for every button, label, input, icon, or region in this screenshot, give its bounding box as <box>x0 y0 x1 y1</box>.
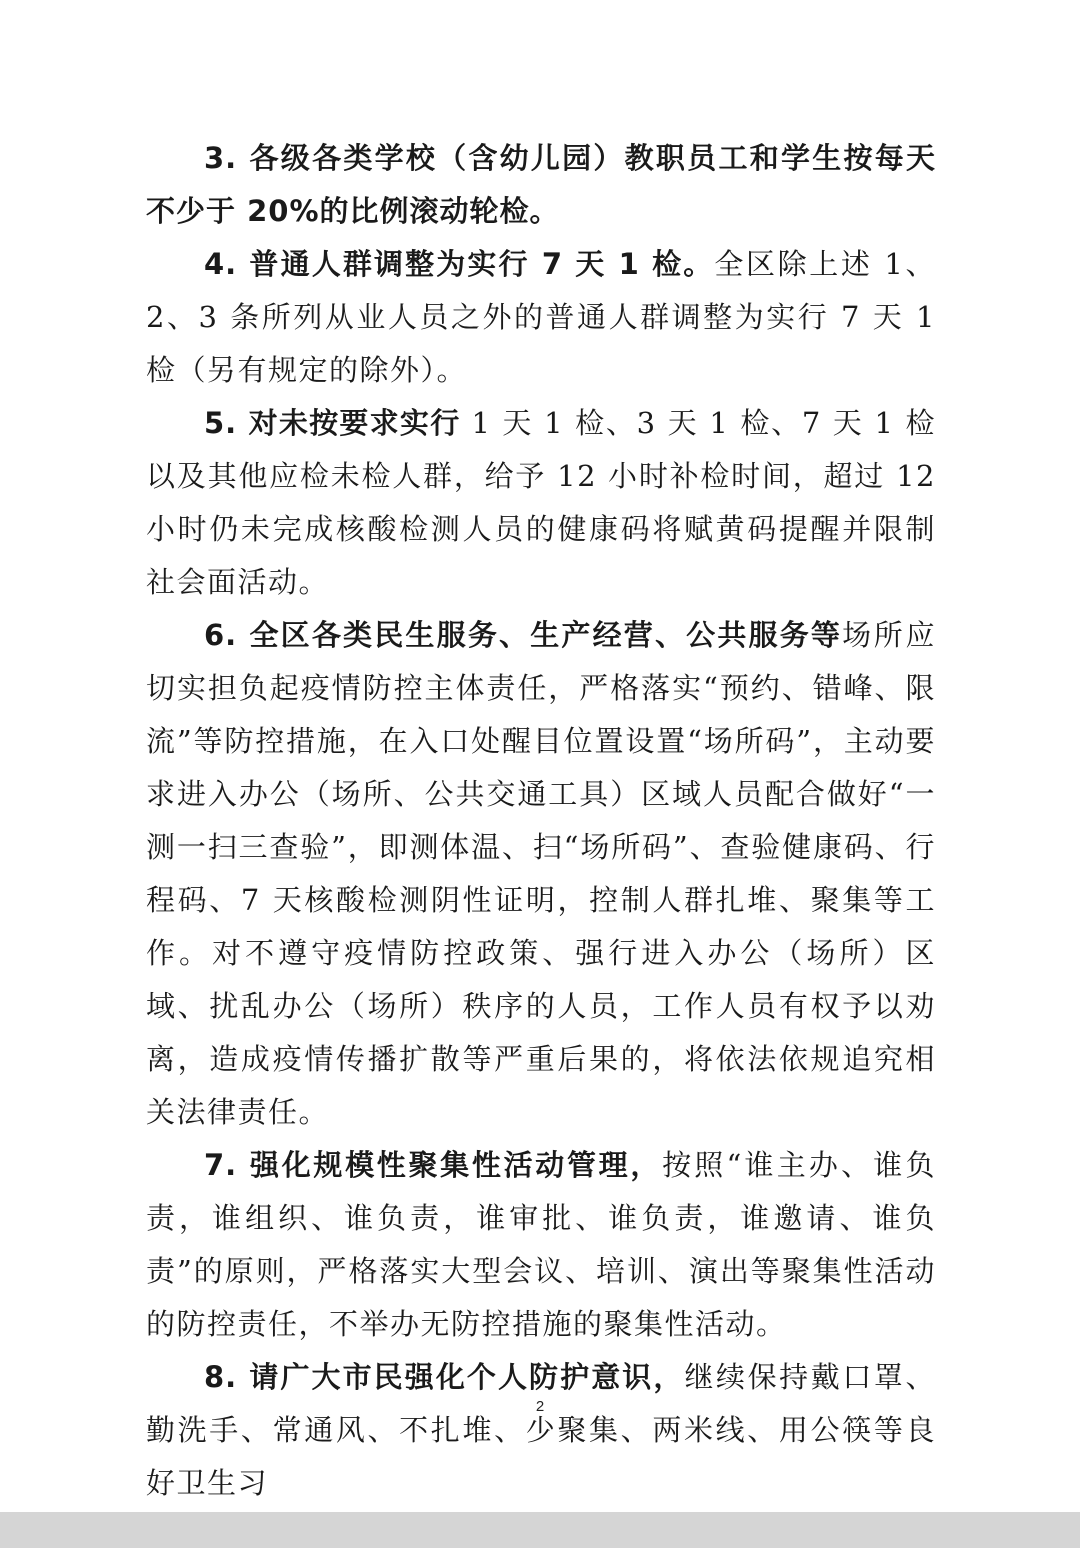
paragraph-lead: 6. 全区各类民生服务、生产经营、公共服务等 <box>204 618 843 652</box>
paragraph-text: 继续保持戴口罩、勤洗手、常通风、不扎堆、少聚集、两米线、用公筷等良好卫生习 <box>146 1360 936 1500</box>
paragraph-text: 按照“谁主办、谁负责，谁组织、谁负责，谁审批、谁负责，谁邀请、谁负责”的原则，严格落实大型会议、培训、演出等聚集性活动的防控责任，不举办无防控措施的聚集性活动。 <box>146 1148 936 1341</box>
document-body <box>146 132 936 1510</box>
bottom-divider-bar <box>0 1512 1080 1548</box>
page-number: 2 <box>535 1398 545 1415</box>
paragraph-item-3 <box>146 132 936 238</box>
paragraph-lead: 5. 对未按要求实行 <box>204 406 461 440</box>
paragraph-lead: 3. 各级各类学校（含幼儿园）教职员工和学生按每天不少于 20%的比例滚动轮检。 <box>146 141 936 228</box>
paragraph-lead: 8. 请广大市民强化个人防护意识， <box>204 1360 685 1394</box>
paragraph-item-7 <box>146 1139 936 1351</box>
paragraph-item-8 <box>146 1351 936 1510</box>
paragraph-item-6 <box>146 609 936 1139</box>
paragraph-item-5 <box>146 397 936 609</box>
paragraph-item-4 <box>146 238 936 397</box>
paragraph-lead: 4. 普通人群调整为实行 7 天 1 检。 <box>204 247 715 281</box>
paragraph-text: 1 天 1 检、3 天 1 检、7 天 1 检以及其他应检未检人群，给予 12 小时补检时间，超过 12 小时仍未完成核酸检测人员的健康码将赋黄码提醒并限制社会面活动。 <box>146 406 937 599</box>
paragraph-text: 场所应切实担负起疫情防控主体责任，严格落实“预约、错峰、限流”等防控措施，在入口处醒目位置设置“场所码”，主动要求进入办公（场所、公共交通工具）区域人员配合做好“一测一扫三查验”，即测体温、扫“场所码”、查验健康码、行程码、7 天核酸检测阴性证明，控制人群扎堆、聚集等工作。对不遵守疫情防控政策、强行进入办公（场所）区域、扰乱办公（场所）秩序的人员，工作人员有权予以劝离，造成疫情传播扩散等严重后果的，将依法依规追究相关法律责任。 <box>146 618 936 1129</box>
paragraph-lead: 7. 强化规模性聚集性活动管理， <box>204 1148 663 1182</box>
paragraph-text: 全区除上述 1、2、3 条所列从业人员之外的普通人群调整为实行 7 天 1 检（另有规定的除外）。 <box>146 247 936 387</box>
